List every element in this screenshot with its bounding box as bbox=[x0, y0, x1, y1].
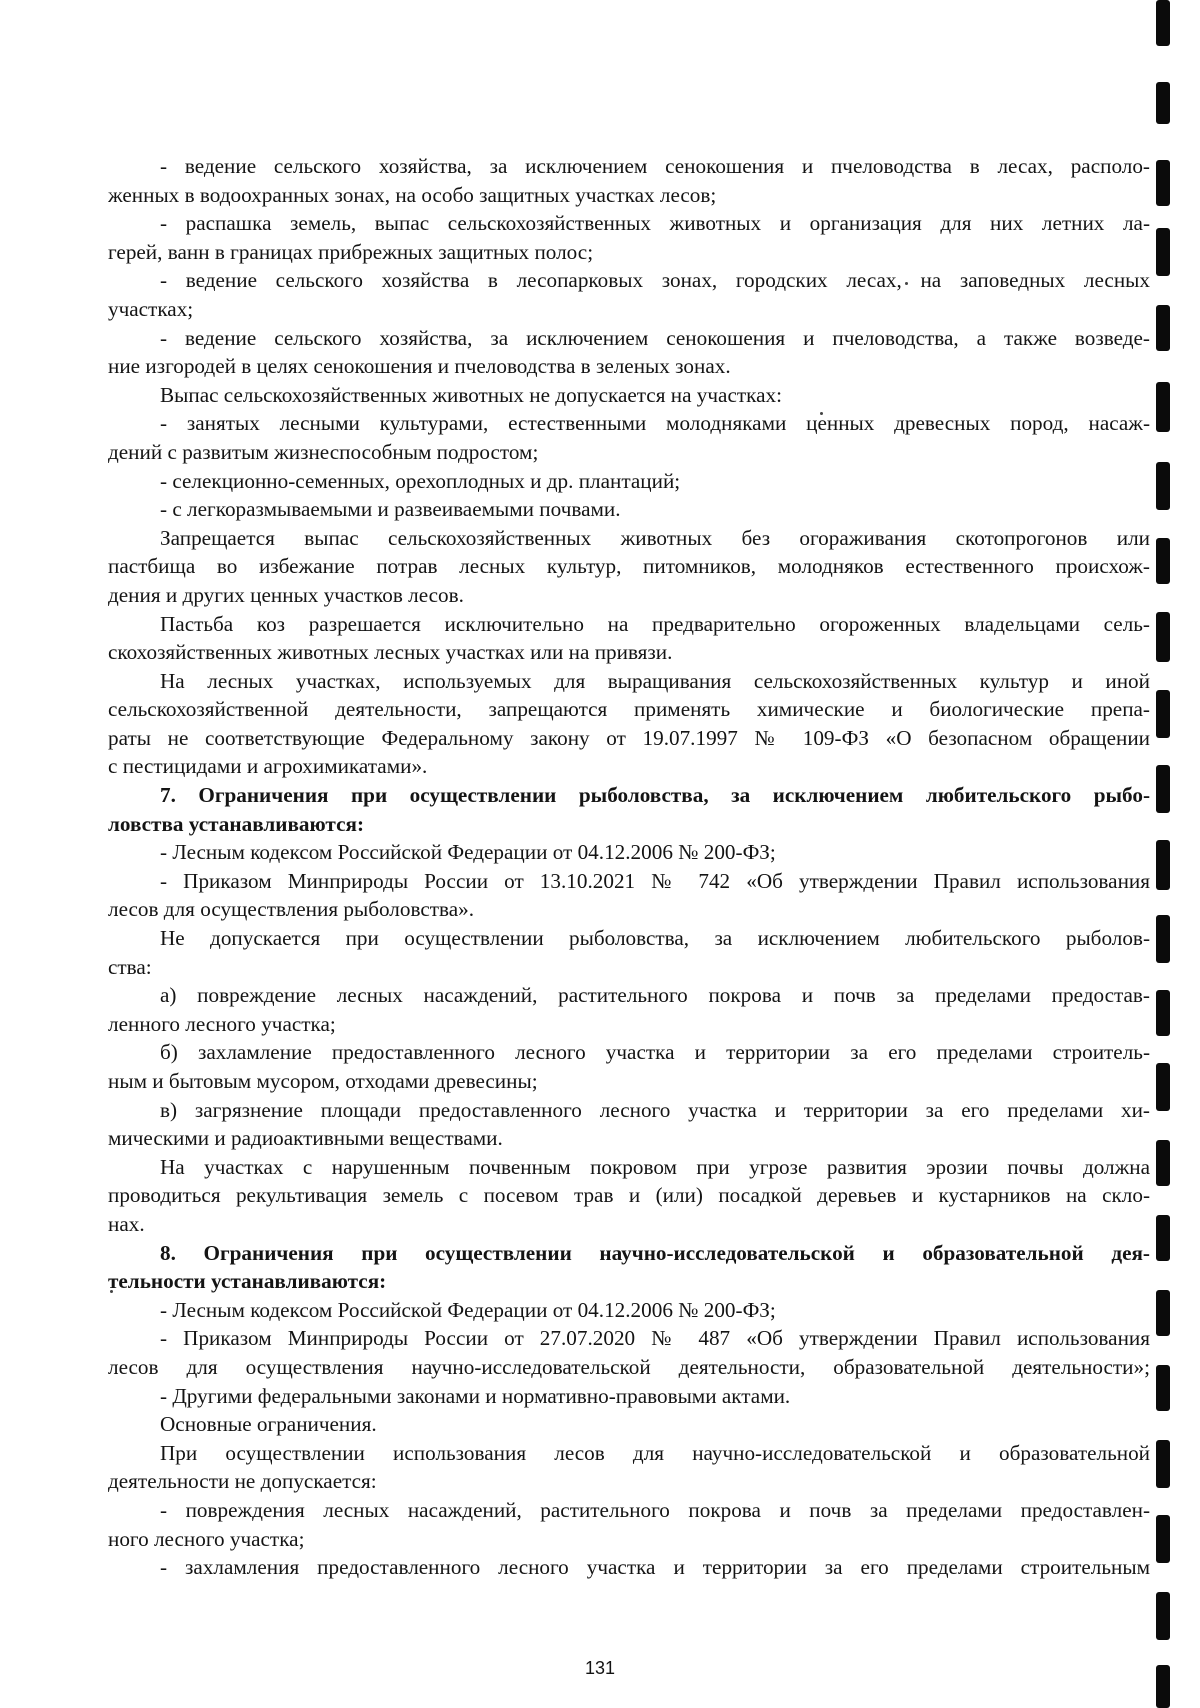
text-line: ным и бытовым мусором, отходами древесины; bbox=[108, 1069, 538, 1093]
text-line: пастбища во избежание потрав лесных культур, питомников, молодняков естественного происхож- bbox=[108, 554, 1150, 579]
binder-hole-mark bbox=[1156, 1592, 1170, 1640]
text-line: - ведение сельского хозяйства, за исключением сенокошения и пчеловодства, а также возведе- bbox=[160, 325, 1150, 350]
text-line: скохозяйственных животных лесных участках или на привязи. bbox=[108, 640, 673, 665]
text-line: ние изгородей в целях сенокошения и пчеловодства в зеленых зонах. bbox=[108, 354, 731, 379]
text-line: мическими и радиоактивными веществами. bbox=[108, 1126, 503, 1151]
binder-hole-mark bbox=[1156, 538, 1170, 584]
text-line: Запрещается выпас сельскохозяйственных животных без огораживания скотопрогонов или bbox=[160, 525, 1150, 550]
text-line: - Лесным кодексом Российской Федерации от 04.12.2006 № 200-ФЗ; bbox=[160, 1297, 776, 1322]
text-line: ленного лесного участка; bbox=[108, 1011, 336, 1036]
text-line: - захламления предоставленного лесного участка и территории за его пределами строительным bbox=[160, 1555, 1150, 1580]
binder-hole-mark bbox=[1156, 0, 1170, 46]
binder-hole-mark bbox=[1156, 612, 1170, 662]
text-line: женных в водоохранных зонах, на особо защитных участках лесов; bbox=[108, 182, 717, 207]
text-line: - распашка земель, выпас сельскохозяйственных животных и организация для них летних ла- bbox=[160, 211, 1150, 236]
text-line: ного лесного участка; bbox=[108, 1526, 305, 1551]
page-number: 131 bbox=[584, 1658, 616, 1678]
text-line: лесов для осуществления научно-исследовательской деятельности, образовательной деятельности»; bbox=[108, 1354, 1150, 1379]
text-line: участках; bbox=[108, 296, 194, 321]
text-line: - повреждения лесных насаждений, растительного покрова и почв за пределами предоставлен- bbox=[160, 1497, 1150, 1522]
binder-hole-mark bbox=[1156, 840, 1170, 890]
text-line: При осуществлении использования лесов для научно-исследовательской и образовательной bbox=[160, 1440, 1150, 1465]
binder-hole-mark bbox=[1156, 990, 1170, 1036]
text-line: - ведение сельского хозяйства, за исключением сенокошения и пчеловодства в лесах, располо- bbox=[160, 154, 1150, 178]
text-line: ства: bbox=[108, 954, 152, 979]
binder-hole-mark bbox=[1156, 1515, 1170, 1563]
text-line: - селекционно-семенных, орехоплодных и др. плантаций; bbox=[160, 468, 681, 493]
binder-hole-mark bbox=[1156, 690, 1170, 738]
binder-hole-mark bbox=[1156, 915, 1170, 963]
text-line: - Лесным кодексом Российской Федерации от 04.12.2006 № 200-ФЗ; bbox=[160, 840, 776, 865]
binder-hole-mark bbox=[1156, 1215, 1170, 1261]
text-line: - с легкоразмываемыми и развеиваемыми почвами. bbox=[160, 497, 621, 522]
text-line: дения и других ценных участков лесов. bbox=[108, 582, 464, 607]
text-line: сельскохозяйственной деятельности, запрещаются применять химические и биологические препа- bbox=[108, 697, 1150, 722]
text-line: - Другими федеральными законами и нормативно-правовыми актами. bbox=[160, 1383, 791, 1408]
text-line: в) загрязнение площади предоставленного лесного участка и территории за его пределами хи- bbox=[160, 1097, 1150, 1122]
text-line: б) захламление предоставленного лесного участка и территории за его пределами строитель- bbox=[160, 1040, 1150, 1065]
text-line: герей, ванн в границах прибрежных защитных полос; bbox=[108, 239, 594, 264]
section-heading-line: 7. Ограничения при осуществлении рыболовства, за исключением любительского рыбо- bbox=[160, 783, 1150, 808]
binder-hole-mark bbox=[1156, 765, 1170, 813]
text-line: раты не соответствующие Федеральному закону от 19.07.1997 № 109-ФЗ «О безопасном обращении bbox=[108, 725, 1150, 750]
text-line: Не допускается при осуществлении рыболовства, за исключением любительского рыболов- bbox=[160, 926, 1150, 951]
text-line: нах. bbox=[108, 1211, 145, 1236]
text-line: дений с развитым жизнеспособным подростом; bbox=[108, 439, 539, 464]
section-heading-line: тельности устанавливаются: bbox=[108, 1269, 387, 1294]
section-heading-line: 8. Ограничения при осуществлении научно-исследовательской и образовательной дея- bbox=[160, 1240, 1150, 1265]
binder-hole-mark bbox=[1156, 1140, 1170, 1186]
text-line: лесов для осуществления рыболовства». bbox=[108, 897, 475, 922]
binder-hole-mark bbox=[1156, 1063, 1170, 1111]
text-line: проводиться рекультивация земель с посевом трав и (или) посадкой деревьев и кустарников на скло- bbox=[108, 1183, 1150, 1208]
text-line: с пестицидами и агрохимикатами». bbox=[108, 754, 428, 779]
section-heading-line: ловства устанавливаются: bbox=[108, 811, 364, 836]
text-line: На лесных участках, используемых для выращивания сельскохозяйственных культур и иной bbox=[160, 668, 1150, 693]
binder-hole-mark bbox=[1156, 82, 1170, 124]
text-line: деятельности не допускается: bbox=[108, 1469, 377, 1494]
binder-hole-mark bbox=[1156, 305, 1170, 351]
binder-hole-mark bbox=[1156, 462, 1170, 510]
binder-hole-mark bbox=[1156, 1440, 1170, 1488]
text-line: Пастьба коз разрешается исключительно на предварительно огороженных владельцами сель- bbox=[160, 611, 1150, 636]
text-line: а) повреждение лесных насаждений, растительного покрова и почв за пределами предостав- bbox=[160, 983, 1150, 1008]
binder-hole-mark bbox=[1156, 382, 1170, 432]
binder-hole-mark bbox=[1156, 1365, 1170, 1411]
binder-hole-mark bbox=[1156, 1290, 1170, 1336]
binder-hole-mark bbox=[1156, 228, 1170, 276]
text-line: - занятых лесными культурами, естественными молодняками ценных древесных пород, насаж- bbox=[160, 411, 1150, 436]
text-line: - Приказом Минприроды России от 13.10.2021 № 742 «Об утверждении Правил использования bbox=[160, 868, 1150, 893]
document-body bbox=[108, 152, 1150, 1582]
text-line: Выпас сельскохозяйственных животных не допускается на участках: bbox=[160, 382, 782, 407]
text-line: Основные ограничения. bbox=[160, 1412, 377, 1437]
text-line: На участках с нарушенным почвенным покровом при угрозе развития эрозии почвы должна bbox=[160, 1154, 1150, 1179]
text-line: - Приказом Минприроды России от 27.07.2020 № 487 «Об утверждении Правил использования bbox=[160, 1326, 1150, 1351]
binder-hole-mark bbox=[1156, 160, 1170, 206]
text-line: - ведение сельского хозяйства в лесопарковых зонах, городских лесах, на заповедных лесных bbox=[160, 268, 1150, 293]
